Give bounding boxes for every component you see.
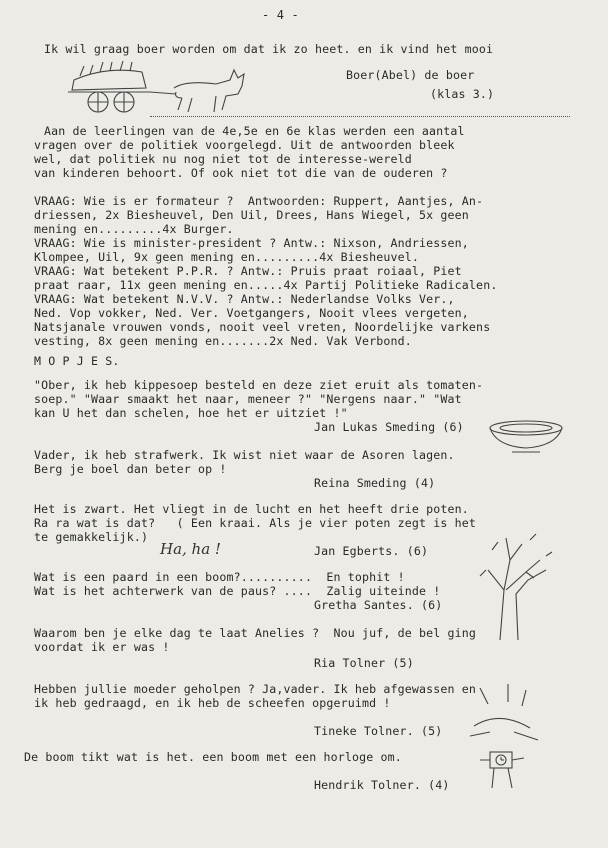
intro-klas: (klas 3.) (430, 87, 495, 101)
joke-author: Ria Tolner (5) (314, 656, 414, 670)
joke-author: Reina Smeding (4) (314, 476, 436, 490)
survey-intro-line: Aan de leerlingen van de 4e,5e en 6e klas werden een aantal (44, 124, 465, 138)
ox-cart-drawing-icon (66, 58, 256, 120)
qa-line: Ned. Vop vokker, Ned. Ver. Voetgangers, Nooit vlees vergeten, (34, 306, 469, 320)
joke-line: "Ober, ik heb kippesoep besteld en deze ziet eruit als tomaten- (34, 378, 484, 392)
handwritten-note: Ha, ha ! (160, 540, 221, 558)
page-number: - 4 - (262, 8, 299, 22)
joke-author: Tineke Tolner. (5) (314, 724, 443, 738)
mopjes-heading: M O P J E S. (34, 354, 120, 368)
tree-with-clock-drawing-icon (460, 680, 550, 790)
joke-line: kan U het dan schelen, hoe het er uitziet !" (34, 406, 348, 420)
joke-line: voordat ik er was ! (34, 640, 170, 654)
joke-line: Wat is het achterwerk van de paus? .... Zalig uiteinde ! (34, 584, 441, 598)
intro-signature: Boer(Abel) de boer (346, 68, 475, 82)
intro-line: Ik wil graag boer worden om dat ik zo heet. en ik vind het mooi (44, 42, 494, 56)
joke-line: Vader, ik heb strafwerk. Ik wist niet waar de Asoren lagen. (34, 448, 455, 462)
qa-line: VRAAG: Wat betekent P.P.R. ? Antw.: Pruis praat roiaal, Piet (34, 264, 462, 278)
joke-author: Jan Lukas Smeding (6) (314, 420, 464, 434)
qa-line: vesting, 8x geen mening en.......2x Ned. Vak Verbond. (34, 334, 412, 348)
joke-line: Waarom ben je elke dag te laat Anelies ? Nou juf, de bel ging (34, 626, 477, 640)
joke-author: Gretha Santes. (6) (314, 598, 443, 612)
qa-line: Klompee, Uil, 9x geen mening en.........4x Biesheuvel. (34, 250, 420, 264)
joke-line: Ra ra wat is dat? ( Een kraai. Als je vier poten zegt is het (34, 516, 477, 530)
survey-intro-line: wel, dat politiek nu nog niet tot de interesse-wereld (34, 152, 412, 166)
qa-line: praat raar, 11x geen mening en.....4x Partij Politieke Radicalen. (34, 278, 498, 292)
survey-intro-line: vragen over de politiek voorgelegd. Uit de antwoorden bleek (34, 138, 455, 152)
joke-line: Berg je boel dan beter op ! (34, 462, 227, 476)
qa-line: VRAAG: Wat betekent N.V.V. ? Antw.: Nederlandse Volks Ver., (34, 292, 455, 306)
joke-author: Hendrik Tolner. (4) (314, 778, 450, 792)
joke-line: Hebben jullie moeder geholpen ? Ja,vader. Ik heb afgewassen en (34, 682, 477, 696)
qa-line: VRAAG: Wie is er formateur ? Antwoorden: Ruppert, Aantjes, An- (34, 194, 484, 208)
soup-bowl-drawing-icon (486, 418, 566, 458)
qa-line: VRAAG: Wie is minister-president ? Antw.: Nixson, Andriessen, (34, 236, 469, 250)
joke-line: Het is zwart. Het vliegt in de lucht en het heeft drie poten. (34, 502, 469, 516)
qa-line: Natsjanale vrouwen vonds, nooit veel vreten, Noordelijke varkens (34, 320, 491, 334)
joke-author: Jan Egberts. (6) (314, 544, 429, 558)
joke-line: te gemakkelijk.) (34, 530, 149, 544)
joke-line: Wat is een paard in een boom?.......... En tophit ! (34, 570, 405, 584)
joke-line: ik heb gedraagd, en ik heb de scheefen opgeruimd ! (34, 696, 391, 710)
tree-drawing-icon (470, 530, 560, 650)
qa-line: mening en.........4x Burger. (34, 222, 234, 236)
joke-line: De boom tikt wat is het. een boom met een horloge om. (24, 750, 402, 764)
joke-line: soep." "Waar smaakt het naar, meneer ?" "Nergens naar." "Wat (34, 392, 462, 406)
qa-line: driessen, 2x Biesheuvel, Den Uil, Drees, Hans Wiegel, 5x geen (34, 208, 469, 222)
divider-line (150, 116, 570, 117)
survey-intro-line: van kinderen behoort. Of ook niet tot die van de ouderen ? (34, 166, 448, 180)
